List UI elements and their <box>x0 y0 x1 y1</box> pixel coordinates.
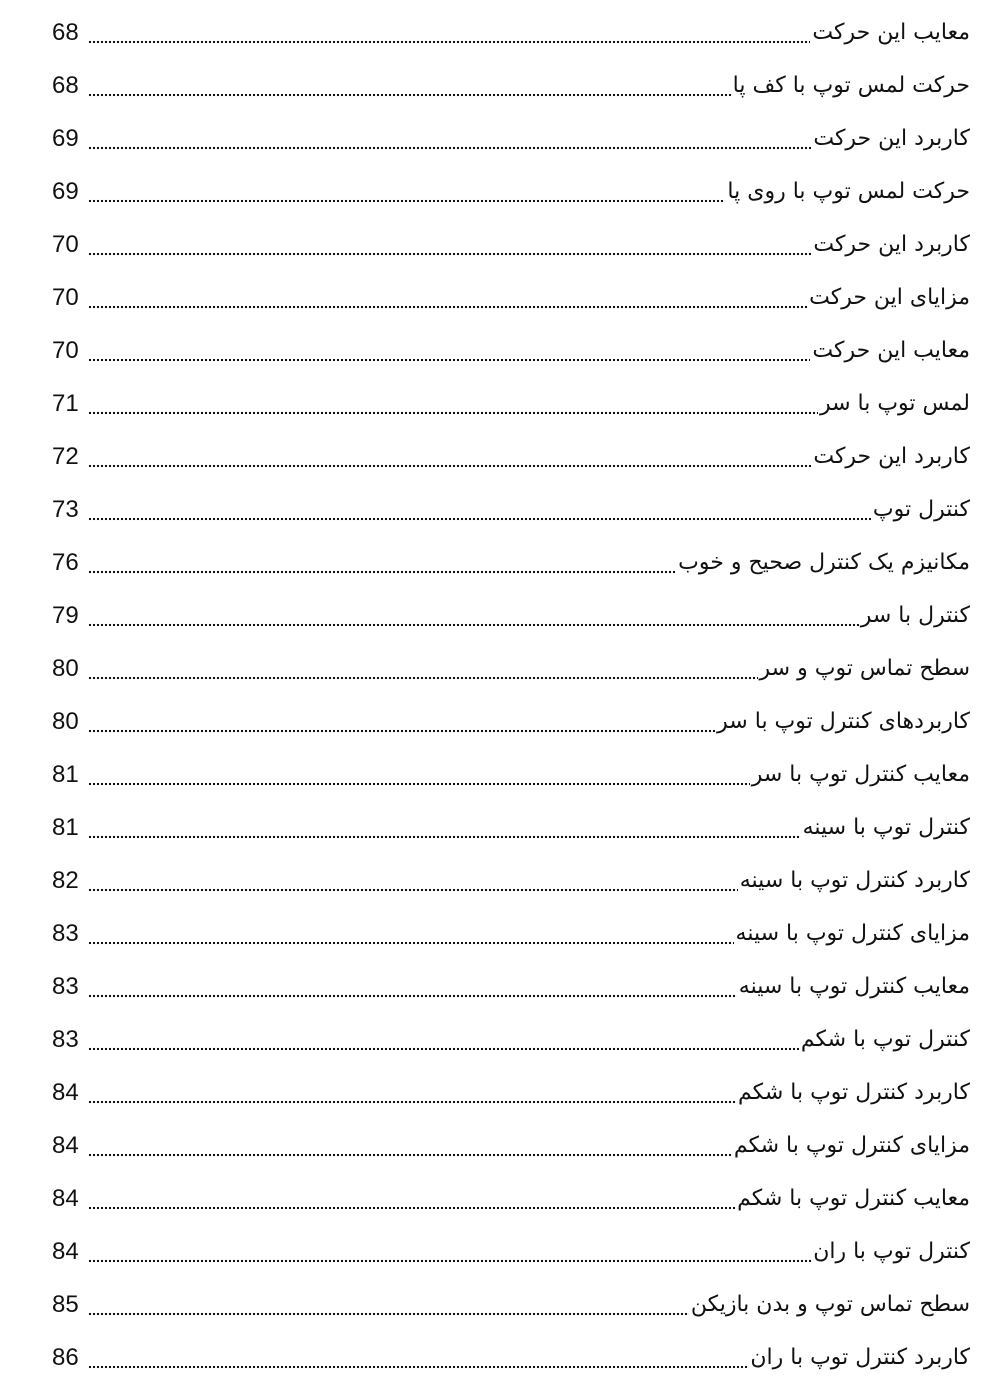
toc-entry-page: 68 <box>52 18 79 46</box>
dot-leader <box>88 782 750 786</box>
dot-leader <box>88 835 801 839</box>
toc-entry[interactable] <box>52 483 970 536</box>
dot-leader <box>88 305 807 309</box>
toc-entry-page: 84 <box>52 1184 79 1212</box>
dot-leader <box>88 941 734 945</box>
toc-entry[interactable] <box>52 112 970 165</box>
toc-entry-page: 70 <box>52 283 79 311</box>
toc-entry-title: حرکت لمس توپ با کف پا <box>732 72 970 98</box>
toc-entry-page: 80 <box>52 654 79 682</box>
toc-entry[interactable] <box>52 854 970 907</box>
toc-entry-page: 86 <box>52 1343 79 1371</box>
toc-entry-page: 80 <box>52 707 79 735</box>
toc-entry[interactable] <box>52 1013 970 1066</box>
toc-entry-page: 84 <box>52 1131 79 1159</box>
toc-entry-page: 79 <box>52 601 79 629</box>
toc-entry-page: 69 <box>52 124 79 152</box>
toc-entry-page: 83 <box>52 1025 79 1053</box>
table-of-contents <box>52 6 970 1384</box>
toc-entry-title: لمس توپ با سر <box>819 390 970 416</box>
toc-entry[interactable] <box>52 1225 970 1278</box>
toc-entry[interactable] <box>52 960 970 1013</box>
toc-entry-title: معایب کنترل توپ با شکم <box>737 1185 970 1211</box>
toc-entry-page: 73 <box>52 495 79 523</box>
dot-leader <box>88 1365 748 1369</box>
toc-entry-page: 85 <box>52 1290 79 1318</box>
toc-entry-title: کاربرد این حرکت <box>813 443 970 469</box>
dot-leader <box>88 676 758 680</box>
toc-entry-title: کاربرد کنترل توپ با ران <box>750 1344 970 1370</box>
toc-entry[interactable] <box>52 165 970 218</box>
toc-entry-title: کنترل توپ با ران <box>813 1238 970 1264</box>
toc-entry-title: معایب کنترل توپ با سر <box>751 761 970 787</box>
dot-leader <box>88 517 871 521</box>
dot-leader <box>88 1206 735 1210</box>
toc-entry-title: کاربردهای کنترل توپ با سر <box>717 708 970 734</box>
toc-entry-page: 69 <box>52 177 79 205</box>
dot-leader <box>88 1153 732 1157</box>
toc-entry-title: مزایای کنترل توپ با سینه <box>735 920 970 946</box>
toc-entry-page: 72 <box>52 442 79 470</box>
toc-entry-title: سطح تماس توپ و سر <box>759 655 970 681</box>
toc-entry-page: 84 <box>52 1237 79 1265</box>
toc-entry-title: کاربرد کنترل توپ با سینه <box>739 867 970 893</box>
toc-entry-title: کاربرد این حرکت <box>813 125 970 151</box>
dot-leader <box>88 93 731 97</box>
dot-leader <box>88 1259 811 1263</box>
toc-entry[interactable] <box>52 377 970 430</box>
toc-entry-page: 70 <box>52 230 79 258</box>
toc-entry-title: معایب این حرکت <box>812 337 970 363</box>
toc-entry-title: کنترل با سر <box>860 602 970 628</box>
toc-entry-page: 70 <box>52 336 79 364</box>
toc-entry[interactable] <box>52 218 970 271</box>
dot-leader <box>88 1047 799 1051</box>
toc-entry-title: کاربرد این حرکت <box>813 231 970 257</box>
toc-entry-page: 68 <box>52 71 79 99</box>
toc-entry-page: 84 <box>52 1078 79 1106</box>
dot-leader <box>88 888 738 892</box>
dot-leader <box>88 199 725 203</box>
toc-entry-page: 81 <box>52 813 79 841</box>
toc-entry-page: 76 <box>52 548 79 576</box>
dot-leader <box>88 146 811 150</box>
toc-entry[interactable] <box>52 430 970 483</box>
toc-entry[interactable] <box>52 801 970 854</box>
toc-entry-title: معایب این حرکت <box>812 19 970 45</box>
dot-leader <box>88 40 810 44</box>
dot-leader <box>88 464 811 468</box>
toc-entry[interactable] <box>52 271 970 324</box>
toc-entry[interactable] <box>52 1331 970 1384</box>
toc-entry-page: 83 <box>52 919 79 947</box>
dot-leader <box>88 1100 736 1104</box>
toc-entry[interactable] <box>52 1278 970 1331</box>
toc-entry[interactable] <box>52 642 970 695</box>
toc-entry[interactable] <box>52 748 970 801</box>
toc-entry[interactable] <box>52 589 970 642</box>
toc-entry-title: کنترل توپ با شکم <box>800 1026 970 1052</box>
toc-entry-page: 71 <box>52 389 79 417</box>
toc-entry[interactable] <box>52 59 970 112</box>
toc-entry[interactable] <box>52 6 970 59</box>
dot-leader <box>88 1312 689 1316</box>
toc-entry-title: کنترل توپ <box>872 496 970 522</box>
toc-entry-page: 81 <box>52 760 79 788</box>
dot-leader <box>88 994 737 998</box>
toc-entry-title: حرکت لمس توپ با روی پا <box>727 178 970 204</box>
dot-leader <box>88 411 818 415</box>
toc-entry[interactable] <box>52 907 970 960</box>
dot-leader <box>88 729 715 733</box>
dot-leader <box>88 252 811 256</box>
toc-entry-title: کاربرد کنترل توپ با شکم <box>738 1079 970 1105</box>
toc-entry[interactable] <box>52 1172 970 1225</box>
toc-entry-title: سطح تماس توپ و بدن بازیکن <box>690 1291 970 1317</box>
dot-leader <box>88 623 859 627</box>
toc-entry[interactable] <box>52 1066 970 1119</box>
toc-entry-title: مزایای کنترل توپ با شکم <box>733 1132 970 1158</box>
dot-leader <box>88 570 676 574</box>
toc-entry[interactable] <box>52 536 970 589</box>
dot-leader <box>88 358 810 362</box>
toc-entry-title: معایب کنترل توپ با سینه <box>738 973 970 999</box>
toc-entry-page: 82 <box>52 866 79 894</box>
toc-entry-page: 83 <box>52 972 79 1000</box>
toc-entry-title: مزایای این حرکت <box>809 284 970 310</box>
toc-entry[interactable] <box>52 695 970 748</box>
toc-entry[interactable] <box>52 1119 970 1172</box>
toc-entry-title: مکانیزم یک کنترل صحیح و خوب <box>678 549 970 575</box>
toc-entry-title: کنترل توپ با سینه <box>802 814 970 840</box>
toc-entry[interactable] <box>52 324 970 377</box>
